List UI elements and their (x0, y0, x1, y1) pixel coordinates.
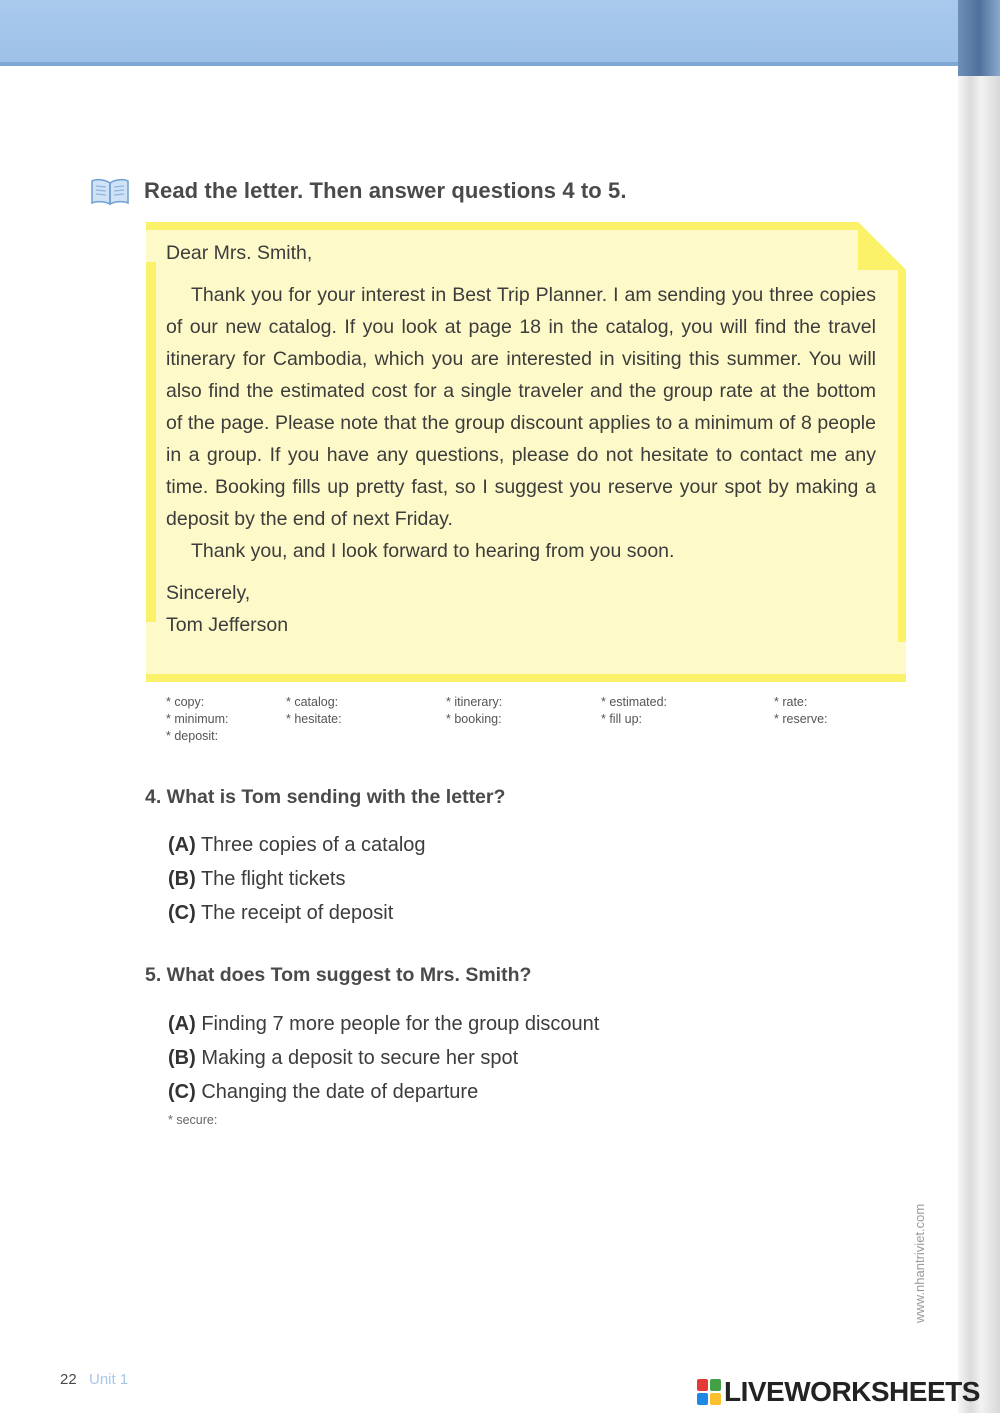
liveworksheets-logo-text: LIVEWORKSHEETS (724, 1376, 980, 1407)
option-letter: (B) (168, 1047, 196, 1069)
liveworksheets-logo-icon (697, 1379, 721, 1405)
option-letter: (C) (168, 1081, 196, 1103)
question-4-option-c[interactable] (168, 896, 426, 930)
page-number: 22 (60, 1371, 77, 1388)
vocab-item: * rate: (774, 695, 808, 709)
letter-text (166, 237, 876, 641)
option-text: Three copies of a catalog (200, 834, 426, 856)
instruction-text: Read the letter. Then answer questions 4 to 5. (144, 178, 627, 203)
letter-right-border (898, 262, 906, 642)
letter-signature: Tom Jefferson (166, 614, 289, 636)
vocab-item: * deposit: (166, 729, 219, 743)
liveworksheets-logo[interactable] (697, 1374, 980, 1410)
question-5-prompt: 5. What does Tom suggest to Mrs. Smith? (145, 964, 532, 986)
question-4-option-b[interactable] (168, 862, 426, 896)
question-5-option-a[interactable] (168, 1007, 599, 1041)
option-text: The flight tickets (200, 868, 346, 890)
option-text: The receipt of deposit (200, 902, 394, 924)
unit-label: Unit 1 (89, 1371, 129, 1388)
vocab-item: * hesitate: (286, 712, 342, 726)
option-letter: (C) (168, 902, 196, 924)
vocab-note-secure: * secure: (168, 1113, 218, 1127)
page-edge-top (958, 0, 1000, 76)
question-4-option-a[interactable] (168, 828, 426, 862)
question-5-option-c[interactable] (168, 1075, 599, 1109)
vocab-item: * reserve: (774, 712, 828, 726)
letter-signoff: Sincerely, (166, 582, 251, 604)
option-text: Making a deposit to secure her spot (201, 1047, 519, 1069)
vocabulary-list (166, 695, 866, 747)
vocab-item: * catalog: (286, 695, 339, 709)
option-letter: (B) (168, 868, 196, 890)
page-edge-shadow (958, 0, 1000, 1413)
vocab-item: * itinerary: (446, 695, 503, 709)
letter-left-border (146, 262, 156, 622)
top-banner (0, 0, 1000, 66)
vocab-item: * minimum: (166, 712, 229, 726)
option-letter: (A) (168, 1013, 196, 1035)
vocab-item: * estimated: (601, 695, 668, 709)
question-4-options (168, 828, 426, 930)
question-5-options (168, 1007, 599, 1109)
publisher-watermark: www.nhantriviet.com (912, 1203, 927, 1323)
letter-greeting: Dear Mrs. Smith, (166, 242, 313, 264)
question-4-prompt: 4. What is Tom sending with the letter? (145, 786, 506, 808)
option-text: Finding 7 more people for the group discount (201, 1013, 600, 1035)
letter-closing-line: Thank you, and I look forward to hearing from you soon. (191, 540, 675, 562)
vocab-item: * copy: (166, 695, 205, 709)
open-book-icon (90, 176, 130, 206)
option-text: Changing the date of departure (201, 1081, 479, 1103)
instruction (90, 174, 627, 208)
question-5-option-b[interactable] (168, 1041, 599, 1075)
letter-body: Thank you for your interest in Best Trip Planner. I am sending you three copies of our new catalog. If you look at page 18 in the catalog, you will find the travel itinerary for Cambodia, which you are interested in visiting this summer. You will also find the estimated cost for a single traveler and the group rate at the bottom of the page. Please note that the group discount applies to a minimum of 8 people in a group. If you have any questions, please do not hesitate to contact me any time. Booking fills up pretty fast, so I suggest you reserve your spot by making a deposit by the end of next Friday. (166, 284, 876, 530)
vocab-item: * booking: (446, 712, 502, 726)
vocab-item: * fill up: (601, 712, 642, 726)
option-letter: (A) (168, 834, 196, 856)
